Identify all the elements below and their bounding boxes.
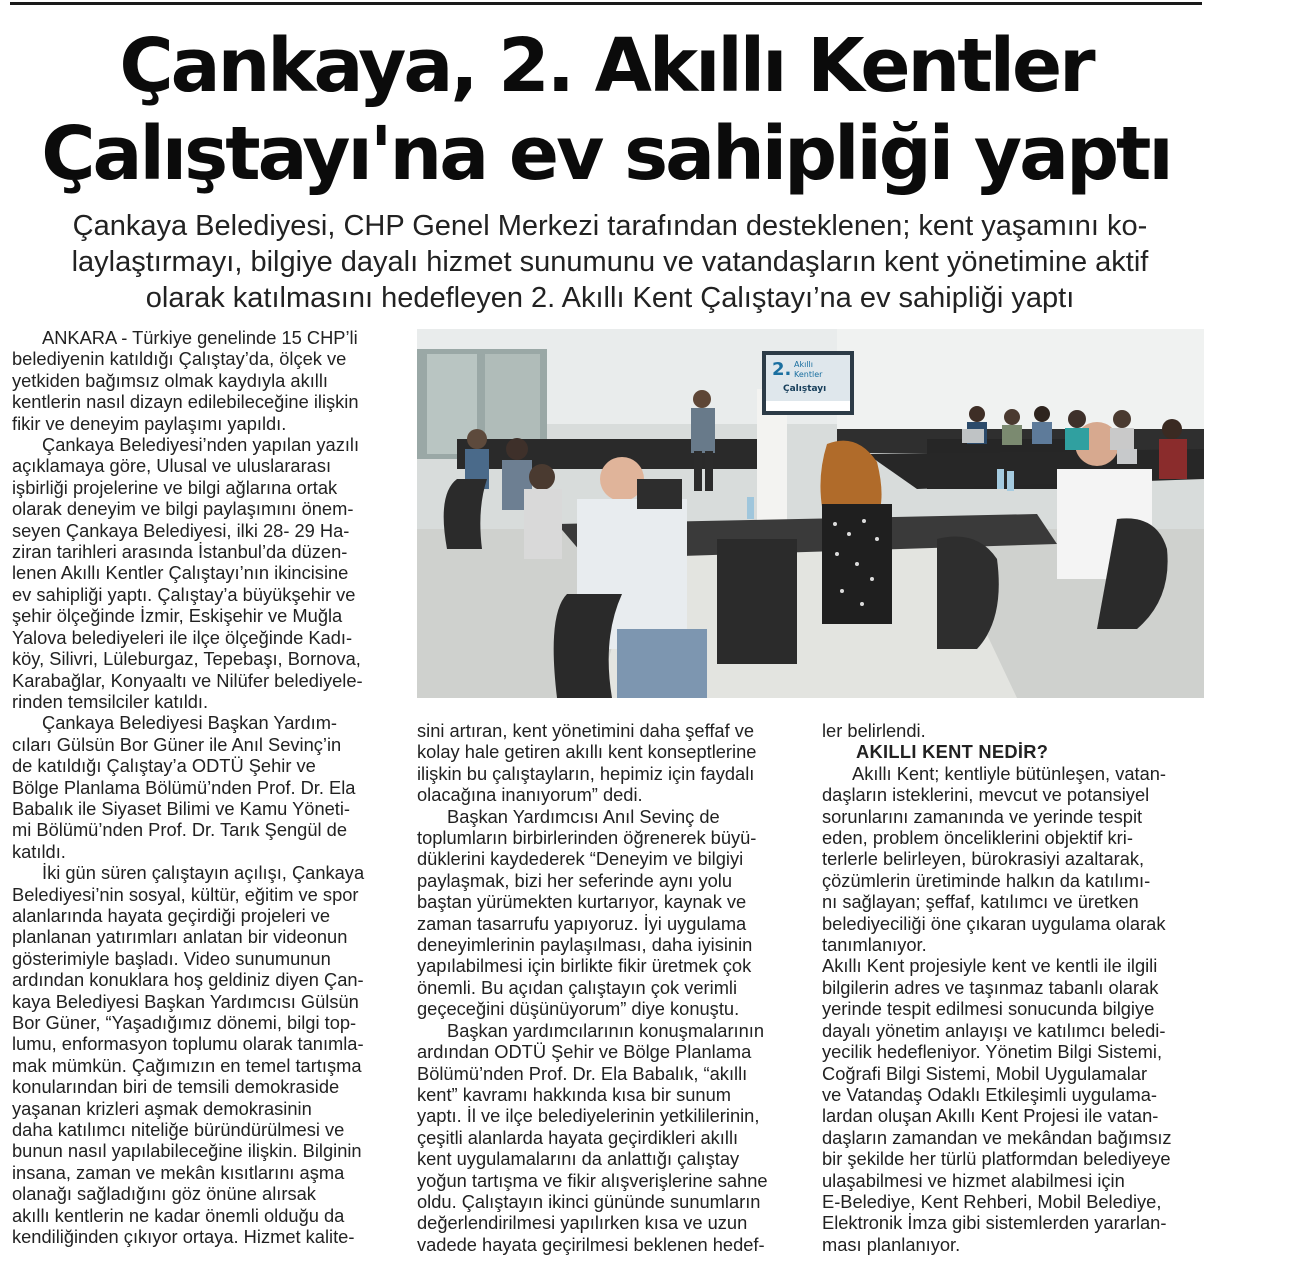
article-column-2 (417, 720, 809, 1255)
text-line: yaşanan krizleri aşmak demokrasinin (12, 1097, 312, 1119)
article-column-3 (822, 720, 1202, 1255)
text-line: eden, problem önceliklerini objektif kri- (822, 827, 1133, 849)
text-line: kent” kavramı hakkında kısa bir sunum (417, 1083, 731, 1105)
text-line: olanağı sağladığını göz önüne alırsak (12, 1183, 316, 1205)
text-line: çözümlerin üretiminde halkın da katılımı- (822, 869, 1151, 891)
text-line: açıklamaya göre, Ulusal ve uluslararası (12, 455, 332, 477)
screen-number: 2. (772, 359, 792, 380)
article-lead (20, 208, 1200, 316)
lead-line-3: olarak katılmasını hedefleyen 2. Akıllı Kent Çalıştayı’na ev sahipliği yaptı (145, 282, 1075, 314)
text-line: de katıldığı Çalıştay’a ODTÜ Şehir ve (12, 755, 316, 777)
text-line: kent uygulamalarını da anlattığı çalıştay (417, 1148, 740, 1170)
text-line: Başkan yardımcılarının konuşmalarının (447, 1019, 765, 1041)
text-line: yoğun tartışma ve fikir alışverişlerine sahne (417, 1169, 768, 1191)
text-line: köy, Silivri, Lüleburgaz, Tepebaşı, Bornova, (12, 648, 361, 670)
text-line: işbirliği projelerine ve bilgi ağlarına ortak (12, 476, 338, 498)
text-line: kolay hale getiren akıllı kent konseptlerine (417, 741, 757, 763)
lead-line-1: Çankaya Belediyesi, CHP Genel Merkezi tarafından desteklenen; kent yaşamını ko- (72, 210, 1148, 242)
text-line: paylaşmak, bizi her seferinde aynı yolu (417, 869, 733, 891)
text-line: konularından biri de temsili demokraside (12, 1076, 340, 1098)
text-line: terlerle belirleyen, bürokrasiyi azaltarak, (822, 848, 1145, 870)
text-line: olarak deneyim ve bilgi paylaşımını önem- (12, 498, 354, 520)
text-line: yerinde tespit edilmesi sonucunda bilgiye (822, 998, 1155, 1020)
text-line: önemli. Bu açıdan çalıştayın çok verimli (417, 976, 738, 998)
text-line: mi Bölümü’nden Prof. Dr. Tarık Şengül de (12, 819, 347, 841)
text-line: nı sağlayan; şeffaf, katılımcı ve üretken (822, 891, 1139, 913)
text-line: kaya Belediyesi Başkan Yardımcısı Gülsün (12, 990, 359, 1012)
text-line: Bölümü’nden Prof. Dr. Ela Babalık, “akıllı (417, 1062, 748, 1084)
section-subheading: AKILLI KENT NEDİR? (856, 741, 1049, 763)
text-line: rinden temsilciler katıldı. (12, 690, 209, 712)
text-line: zaman tasarrufu yapıyoruz. İyi uygulama (417, 912, 747, 934)
text-line: İki gün süren çalıştayın açılışı, Çankaya (42, 862, 365, 884)
text-line: ilişkin bu çalıştayların, hepimiz için faydalı (417, 762, 755, 784)
text-line: Akıllı Kent; kentliyle bütünleşen, vatan- (852, 762, 1167, 784)
text-line: ve Vatandaş Odaklı Etkileşimli uygulama- (822, 1083, 1157, 1105)
text-line: Yalova belediyeleri ile ilçe ölçeğinde Kadı- (12, 626, 353, 648)
text-line: dayalı yönetim anlayışı ve katılımcı beledi- (822, 1019, 1166, 1041)
text-line: Çankaya Belediyesi’nden yapılan yazılı (42, 434, 360, 456)
top-rule (10, 2, 1202, 5)
text-line: sorunlarını zamanında ve yerinde tespit (822, 805, 1143, 827)
text-line: belediyeciliği öne çıkaran uygulama olarak (822, 912, 1166, 934)
text-line: yapılabilmesi için birlikte fikir üretmek çok (417, 955, 752, 977)
screen-word-1: Akıllı (794, 360, 813, 369)
text-line: yetkiden bağımsız olmak kaydıyla akıllı (12, 369, 328, 391)
text-line: cıları Gülsün Bor Güner ile Anıl Sevinç’in (12, 733, 342, 755)
text-line: ardından konuklara hoş geldiniz diyen Çan- (12, 969, 364, 991)
text-line: alanlarında hayata geçirdiği projeleri ve (12, 904, 331, 926)
text-line: düklerini kaydederek “Deneyim ve bilgiyi (417, 848, 744, 870)
text-line: daşların isteklerini, mevcut ve potansiyel (822, 784, 1150, 806)
headline-line-2: Çalıştayı'na ev sahipliği yaptı (41, 111, 1171, 197)
text-line: akıllı kentlerin ne kadar önemli olduğu da (12, 1204, 345, 1226)
text-line: yaptı. İl ve ilçe belediyelerinin yetkililerinin, (417, 1105, 760, 1127)
col3-body (822, 763, 1202, 1255)
text-line: belediyenin katıldığı Çalıştay’da, ölçek ve (12, 348, 347, 370)
text-line: bir şekilde her türlü platformdan belediyeye (822, 1148, 1171, 1170)
text-line: Akıllı Kent projesiyle kent ve kentli ile ilgili (822, 955, 1158, 977)
text-line: toplumların birbirlerinden öğrenerek büyü- (417, 827, 757, 849)
text-line: Belediyesi’nin sosyal, kültür, eğitim ve spor (12, 883, 359, 905)
text-line: kentlerin nasıl dizayn edilebileceğine ilişkin (12, 391, 359, 413)
text-line: daha katılımcı niteliğe büründürülmesi ve (12, 1119, 345, 1141)
article-column-1 (12, 327, 407, 1247)
text-line: E-Belediye, Kent Rehberi, Mobil Belediye, (822, 1190, 1162, 1212)
text-line: lumu, enformasyon toplumu olarak tanımla- (12, 1033, 364, 1055)
lead-line-2: laylaştırmayı, bilgiye dayalı hizmet sunumunu ve vatandaşların kent yönetimine aktif (71, 246, 1149, 278)
text-line: olacağına inanıyorum” dedi. (417, 784, 643, 806)
text-line: Babalık ile Siyaset Bilimi ve Kamu Yöneti- (12, 797, 351, 819)
text-line: ulaşabilmesi ve hizmet alabilmesi için (822, 1169, 1125, 1191)
text-line: Karabağlar, Konyaaltı ve Nilüfer belediyele- (12, 669, 363, 691)
text-line: bunun nasıl yapılabileceğine ilişkin. Bilginin (12, 1140, 362, 1162)
text-line: çeşitli alanlarda hayata geçirdikleri akıllı (417, 1126, 739, 1148)
headline-line-1: Çankaya, 2. Akıllı Kentler (119, 23, 1093, 109)
text-line: ev sahipliği yaptı. Çalıştay’a büyükşehir ve (12, 583, 356, 605)
text-line: daşların zamandan ve mekândan bağımsız (822, 1126, 1172, 1148)
screen-word-3: Çalıştayı (783, 384, 827, 394)
text-line: geçeceğini düşünüyorum” diye konuştu. (417, 998, 740, 1020)
text-line: bilgilerin adres ve taşınmaz tabanlı olarak (822, 976, 1159, 998)
text-line: Çankaya Belediyesi Başkan Yardım- (42, 712, 338, 734)
text-line: Elektronik İmza gibi sistemlerden yararlan- (822, 1212, 1167, 1234)
text-line: ziran tarihleri arasında İstanbul’da düzen- (12, 541, 348, 563)
text-line: mak mümkün. Çağımızın en temel tartışma (12, 1054, 362, 1076)
text-line: ardından ODTÜ Şehir ve Bölge Planlama (417, 1041, 752, 1063)
text-line: değerlendirilmesi yapılırken kısa ve uzun (417, 1212, 748, 1234)
text-line: Bölge Planlama Bölümü’nden Prof. Dr. Ela (12, 776, 356, 798)
text-line: lardan oluşan Akıllı Kent Projesi ile vatan- (822, 1105, 1159, 1127)
text-line: kendiliğinden çıkıyor ortaya. Hizmet kalite- (12, 1226, 355, 1248)
screen-word-2: Kentler (794, 370, 823, 379)
text-line: deneyimlerinin paylaşılması, daha iyisinin (417, 934, 753, 956)
text-line: insana, zaman ve mekân kısıtlarını aşma (12, 1161, 345, 1183)
workshop-photo (417, 329, 1204, 698)
text-line: sini artıran, kent yönetimini daha şeffaf ve (417, 720, 755, 741)
text-line: lenen Akıllı Kentler Çalıştayı’nın ikincisine (12, 562, 349, 584)
text-line: oldu. Çalıştayın ikinci gününde sunumların (417, 1190, 761, 1212)
text-line: gösterimiyle başladı. Video sunumunun (12, 947, 331, 969)
text-line: katıldı. (12, 840, 66, 862)
text-line: şehir ölçeğinde İzmir, Eskişehir ve Muğla (12, 605, 343, 627)
text-line: Başkan Yardımcısı Anıl Sevinç de (447, 805, 720, 827)
col3-intro: ler belirlendi. (822, 720, 926, 741)
text-line: Bor Güner, “Yaşadığımız dönemi, bilgi top- (12, 1012, 357, 1033)
text-line: tanımlanıyor. (822, 934, 927, 956)
text-line: seyen Çankaya Belediyesi, ilki 28- 29 Ha- (12, 519, 350, 541)
text-line: ması planlanıyor. (822, 1233, 961, 1255)
text-line: vadede hayata geçirilmesi beklenen hedef- (417, 1233, 765, 1255)
text-line: ANKARA - Türkiye genelinde 15 CHP’li (42, 327, 358, 348)
text-line: fikir ve deneyim paylaşımı yapıldı. (12, 412, 287, 434)
text-line: planlanan yatırımları anlatan bir videonun (12, 926, 348, 948)
text-line: Coğrafi Bilgi Sistemi, Mobil Uygulamalar (822, 1062, 1148, 1084)
text-line: baştan yürümekten kurtarıyor, kaynak ve (417, 891, 747, 913)
article-headline (8, 22, 1204, 198)
text-line: yecilik hedefleniyor. Yönetim Bilgi Sistemi, (822, 1041, 1163, 1063)
